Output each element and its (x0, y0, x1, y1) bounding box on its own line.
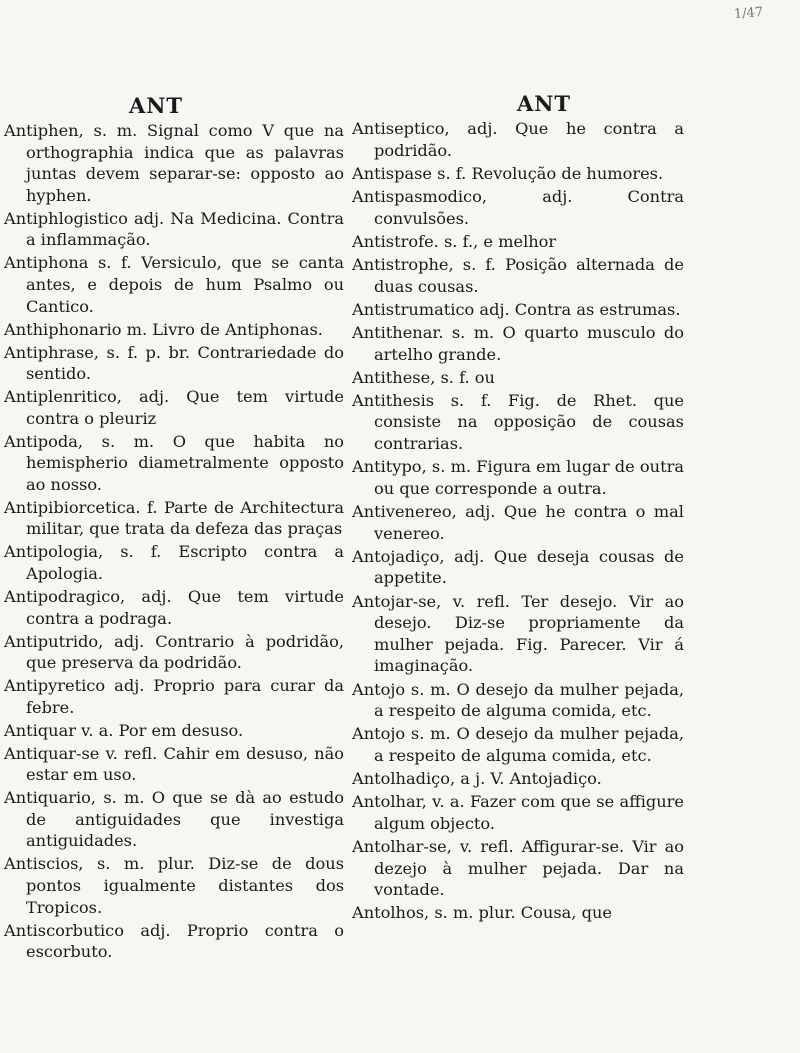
headword: Antivenereo (352, 502, 452, 522)
dictionary-entry (352, 591, 684, 677)
dictionary-entry (352, 791, 684, 834)
headword: Antojar-se (352, 591, 437, 611)
headword: Antojadiço (352, 546, 440, 566)
definition: m. Livro de Antiphonas. (121, 319, 323, 339)
definition: , s. m. plur. Diz-se de dous pontos igualmente distantes dos Tropicos. (26, 854, 344, 917)
definition: s. m. O desejo da mulher pejada, a respeito de alguma comida, etc. (374, 679, 684, 721)
definition: , s. m. Signal como V que na orthographia indica que as palavras juntas devem separar-se: opposto ao hyphen. (26, 121, 344, 205)
dictionary-entry (352, 768, 684, 790)
headword: Antipyretico (4, 676, 106, 696)
headword: Antiputrido (4, 631, 99, 651)
definition: adj. Proprio para curar da febre. (26, 676, 344, 717)
definition: , adj. Que he contra o mal venereo. (374, 502, 684, 543)
definition: , adj. Que tem virtude contra a podraga. (26, 586, 344, 628)
dictionary-entry (352, 679, 684, 722)
dictionary-entry (4, 675, 344, 718)
dictionary-entry (352, 902, 684, 924)
dictionary-entry (352, 390, 684, 455)
page-number-mark: 1/47 (733, 4, 764, 23)
headword: Antolhadiço (352, 769, 450, 789)
dictionary-entry (352, 836, 684, 901)
definition: v. a. Por em desuso. (75, 720, 244, 740)
definition: , adj. Que tem virtude contra o pleuriz (26, 387, 344, 428)
definition: adj. Contra as estrumas. (474, 299, 681, 319)
headword: Antiphen (4, 121, 79, 140)
dictionary-entry (352, 163, 684, 185)
headword: Antojo (352, 724, 406, 744)
headword: Anthiphonario (4, 319, 122, 339)
dictionary-entry (4, 720, 344, 742)
dictionary-entry (4, 541, 344, 584)
headword: Antispasmodico (352, 186, 482, 206)
dictionary-entry (4, 342, 344, 385)
dictionary-entry (4, 586, 344, 629)
right-column (352, 90, 684, 924)
headword: Antithese (352, 367, 431, 387)
dictionary-entry (4, 743, 344, 786)
dictionary-entry (4, 431, 344, 496)
definition: s. m. O desejo da mulher pejada, a respeito de alguma comida, etc. (374, 724, 684, 765)
headword: Antispase (352, 163, 433, 183)
definition: adj. Proprio contra o escorbuto. (26, 920, 344, 962)
definition: , s. f. ou (430, 367, 495, 387)
dictionary-entry (352, 231, 684, 253)
dictionary-entry (4, 252, 344, 317)
definition: , s. m. plur. Cousa, que (424, 903, 612, 923)
dictionary-entry (352, 367, 684, 389)
headword: Antojo (352, 679, 406, 699)
definition: s. f. Fig. de Rhet. que consiste na opposição de cousas contrarias. (374, 390, 684, 454)
definition: , s. f. Escripto contra a Apologia. (26, 542, 344, 583)
definition: , adj. Contra convulsões. (374, 186, 684, 228)
running-head-right: ANT (516, 91, 572, 116)
dictionary-entry (352, 322, 684, 365)
definition: , v. refl. Ter desejo. Vir ao desejo. Diz-se propriamente da mulher pejada. Fig. Parecer. Vir á imaginação. (374, 591, 684, 676)
dictionary-entry (4, 208, 344, 251)
dictionary-entry (4, 319, 344, 341)
headword: Antistrofe (352, 231, 434, 251)
dictionary-entry (4, 920, 344, 963)
headword: Antistrumatico (352, 299, 475, 319)
dictionary-entry (352, 456, 684, 499)
headword: Antiseptico (352, 119, 445, 138)
definition: adj. Na Medicina. Contra a inflammação. (26, 208, 344, 250)
headword: Antipologia (4, 542, 99, 562)
running-head-left: ANT (128, 93, 184, 118)
headword: Antiquario (4, 788, 91, 808)
headword: Antolhar (352, 792, 422, 812)
dictionary-entry (352, 254, 684, 297)
definition: s. f. Versiculo, que se canta antes, e depois de hum Psalmo ou Cantico. (26, 253, 344, 316)
definition: , v. refl. Affigurar-se. Vir ao dezejo à mulher pejada. Dar na vontade. (374, 837, 684, 900)
headword: Antistrophe (352, 254, 449, 274)
definition: v. refl. Cahir em desuso, não estar em uso. (26, 743, 344, 785)
dictionary-entry (352, 546, 684, 589)
headword: Antiphlogistico (4, 208, 128, 228)
headword: Antipibiorcetica (4, 497, 136, 517)
dictionary-entry (352, 501, 684, 544)
definition: , adj. Contrario à podridão, que preserva da podridão. (26, 631, 344, 673)
definition: . s. f., e melhor (433, 231, 557, 251)
headword: Antitypo (352, 457, 422, 477)
headword: Antiscorbutico (4, 920, 124, 940)
definition: , s. m. O que habita no hemispherio diametralmente opposto ao nosso. (26, 431, 344, 494)
headword: Antiplenritico (4, 387, 117, 407)
dictionary-entry (4, 120, 344, 206)
dictionary-entry (352, 186, 684, 229)
headword: Antipoda (4, 431, 78, 451)
dictionary-entry (352, 299, 684, 321)
headword: Antiquar (4, 720, 76, 740)
headword: Antipodragico (4, 586, 121, 606)
definition: , s. m. Figura em lugar de outra ou que corresponde a outra. (374, 457, 684, 498)
definition: . f. Parte de Architectura militar, que trata da defeza das praças (26, 497, 344, 539)
headword: Antiscios (4, 854, 79, 874)
headword: Antithenar (352, 322, 439, 342)
dictionary-entry (352, 723, 684, 766)
headword: Antolhar-se (352, 837, 447, 857)
definition: . s. m. O quarto musculo do artelho grande. (374, 322, 684, 364)
definition: , adj. Que deseja cousas de appetite. (374, 546, 684, 588)
dictionary-entry (4, 497, 344, 540)
definition: , s. m. O que se dà ao estudo de antiguidades que investiga antiguidades. (26, 788, 344, 851)
dictionary-entry (352, 118, 684, 161)
dictionary-entry (4, 787, 344, 852)
dictionary-entry (4, 853, 344, 918)
definition: , s. f. p. br. Contrariedade do sentido. (26, 342, 344, 384)
dictionary-entry (4, 631, 344, 674)
definition: , a j. V. Antojadiço. (449, 769, 602, 789)
definition: , adj. Que he contra a podridão. (374, 119, 684, 160)
headword: Antiquar-se (4, 743, 100, 763)
dictionary-entry (4, 386, 344, 429)
headword: Antithesis (352, 390, 435, 410)
definition: , s. f. Posição alternada de duas cousas. (374, 254, 684, 296)
headword: Antiphona (4, 253, 89, 273)
headword: Antiphrase (4, 342, 94, 362)
headword: Antolhos (352, 903, 425, 923)
definition: , v. a. Fazer com que se affigure algum objecto. (374, 792, 684, 833)
definition: s. f. Revolução de humores. (432, 163, 664, 183)
left-column (4, 92, 344, 963)
